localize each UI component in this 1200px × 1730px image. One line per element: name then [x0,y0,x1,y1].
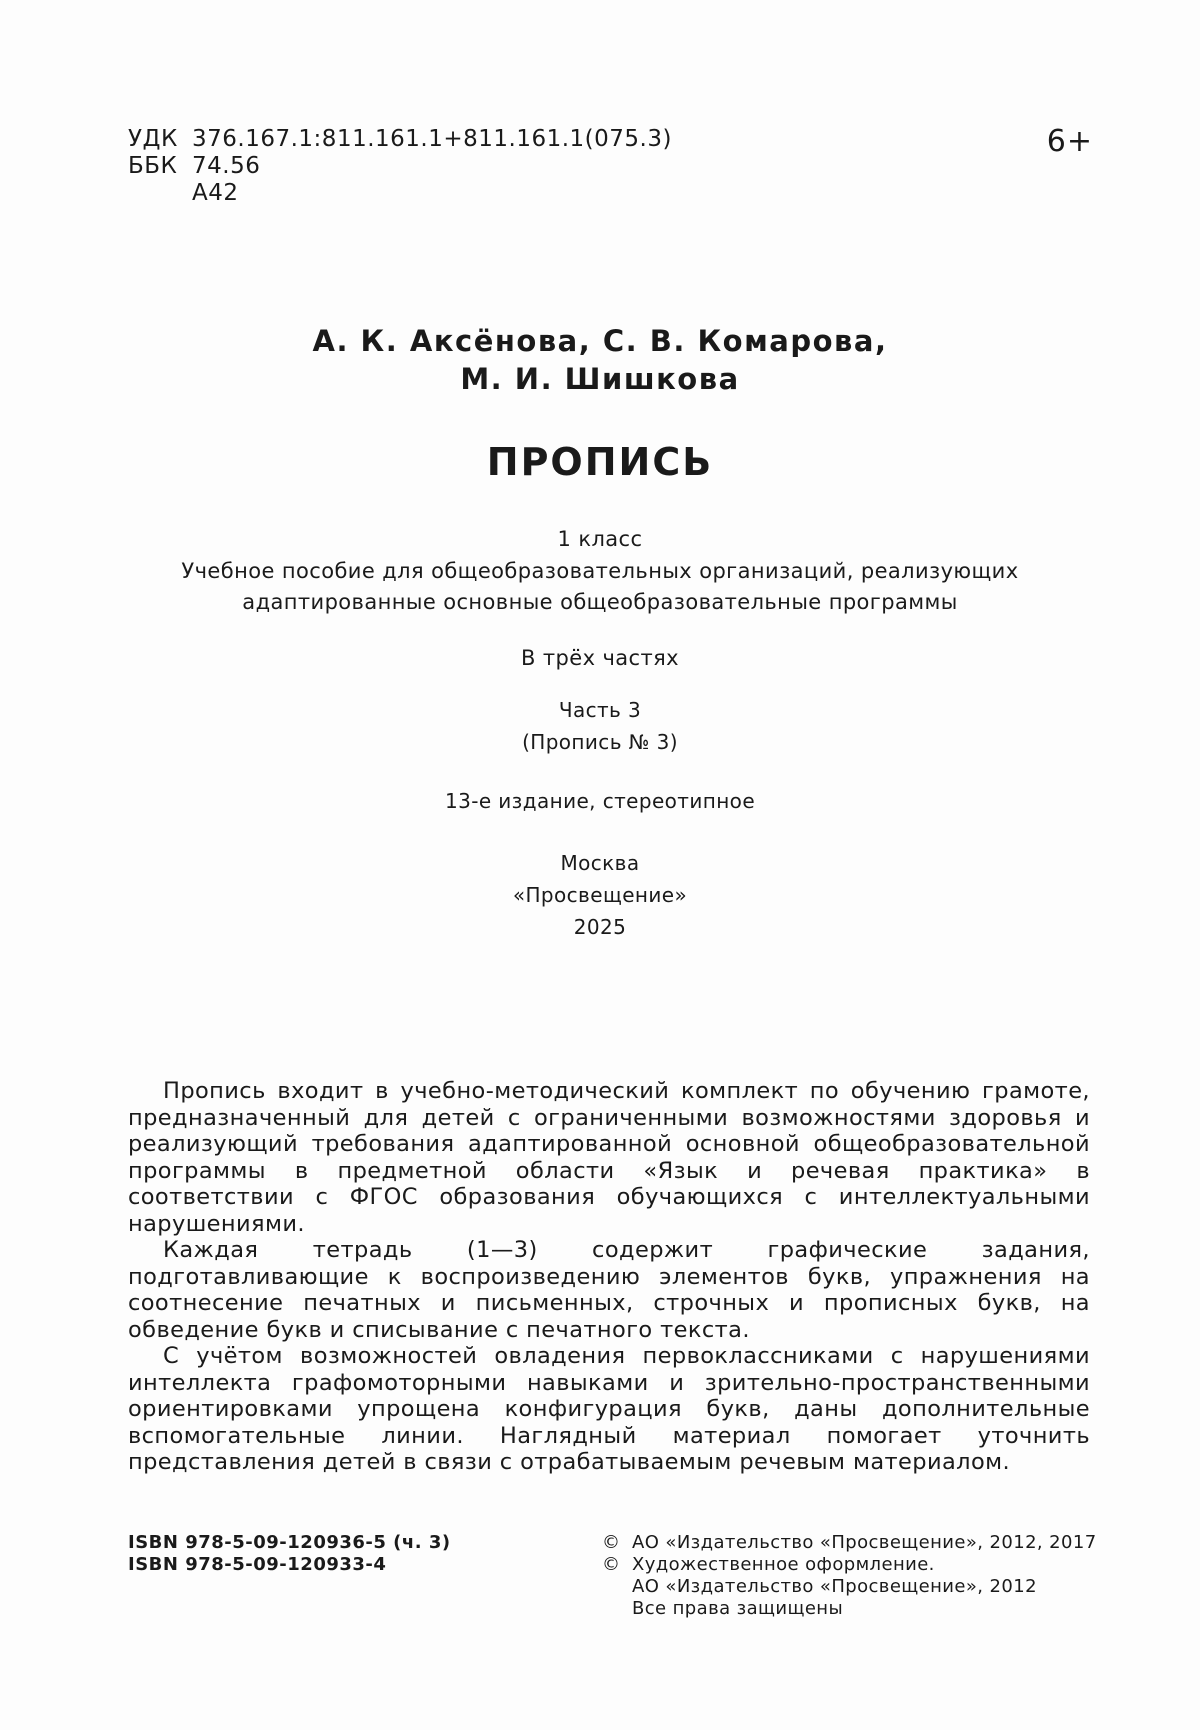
isbn-line: ISBN 978-5-09-120933-4 [128,1554,387,1575]
age-rating: 6+ [1046,124,1093,159]
bbk-label: ББК [128,153,178,179]
copyright-text: АО «Издательство «Просвещение», 2012, 2017 [632,1532,1097,1553]
parts-info: В трёх частях [521,646,679,670]
copyright-line [602,1554,1097,1576]
rights-reserved: Все права защищены [632,1598,844,1619]
purpose-line: адаптированные основные общеобразовательные программы [242,590,958,614]
edition: 13-е издание, стереотипное [444,789,756,813]
udk-row [128,126,672,153]
copyright-line [602,1532,1097,1554]
purpose [0,556,1200,618]
authors [0,322,1200,398]
bbk-value: 74.56 [192,153,261,179]
annotation-paragraph: Каждая тетрадь (1—3) содержит графические задания, подготавливающие к воспроизведению элементов букв, упражнения на соотнесение печатных и письменных, строчных и прописных букв, на обведение букв и списывание с печатного текста. [128,1237,1090,1343]
purpose-line: Учебное пособие для общеобразовательных организаций, реализующих [181,559,1019,583]
annotation-paragraph: С учётом возможностей овладения первоклассниками с нарушениями интеллекта графомоторными навыками и зрительно-пространственными ориентировками упрощена конфигурация букв, даны дополнительные вспомогательные линии. Наглядный материал помогает уточнить представления детей в связи с отрабатываемым речевым материалом. [128,1343,1090,1475]
authors-line: М. И. Шишкова [460,362,740,396]
part-number: Часть 3 [558,698,642,722]
year: 2025 [573,915,627,939]
isbn-block [128,1532,451,1576]
udk-value: 376.167.1:811.161.1+811.161.1(075.3) [192,126,672,152]
author-mark: А42 [192,180,239,206]
copyright-symbol: © [602,1554,621,1575]
copyright-block [602,1532,1097,1620]
author-mark-row [128,180,672,207]
udk-label: УДК [128,126,178,152]
grade: 1 класс [557,527,643,551]
city: Москва [560,851,640,875]
annotation-paragraph: Пропись входит в учебно-методический комплект по обучению грамоте, предназначенный для детей с ограниченными возможностями здоровья и реализующий требования адаптированной основной общеобразовательной программы в предметной области «Язык и речевая практика» в соответствии с ФГОС образования обучающихся с интеллектуальными нарушениями. [128,1078,1090,1237]
annotation [128,1078,1090,1476]
publisher: «Просвещение» [512,883,688,907]
bbk-row [128,153,672,180]
copyright-text: АО «Издательство «Просвещение», 2012 [632,1576,1037,1597]
copyright-symbol: © [602,1532,621,1553]
classification-block [128,126,672,207]
copyright-text: Художественное оформление. [632,1554,935,1575]
isbn-line: ISBN 978-5-09-120936-5 (ч. 3) [128,1532,451,1553]
book-title: ПРОПИСЬ [486,440,714,484]
authors-line: А. К. Аксёнова, С. В. Комарова, [312,324,888,358]
series-number: (Пропись № 3) [522,730,678,754]
